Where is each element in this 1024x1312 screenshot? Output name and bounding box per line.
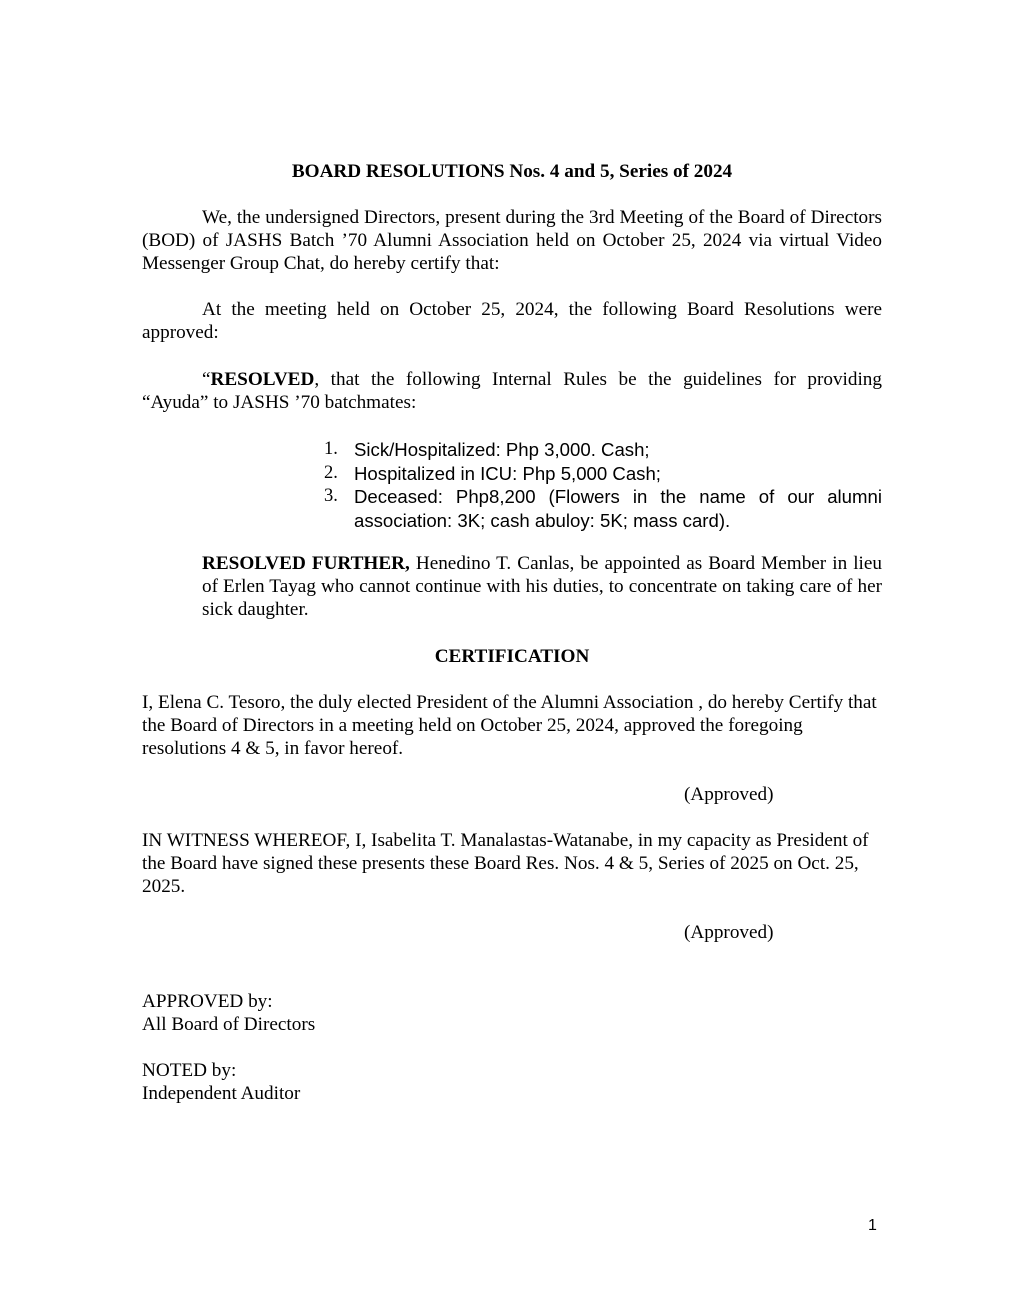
- noted-by-label: NOTED by:: [142, 1060, 237, 1081]
- witness-paragraph: IN WITNESS WHEREOF, I, Isabelita T. Manalastas-Watanabe, in my capacity as President of the Board have signed these presents these Board Res. Nos. 4 & 5, Series of 2025 on Oct. 25, 2025.: [142, 830, 869, 897]
- page-number: 1: [868, 1217, 877, 1234]
- ayuda-item-number: 3.: [324, 486, 338, 506]
- approved-by-label: APPROVED by:: [142, 991, 273, 1012]
- noted-by-block: [142, 1059, 882, 1105]
- intro-paragraph: We, the undersigned Directors, present during the 3rd Meeting of the Board of Directors (BOD) of JASHS Batch ’70 Alumni Association held on October 25, 2024 via virtual Video Messenger Group Chat, do hereby certify that:: [142, 207, 882, 274]
- approved-mark-1: (Approved): [684, 784, 774, 805]
- resolution-2-paragraph: [202, 552, 882, 621]
- ayuda-item-number: 2.: [324, 462, 338, 483]
- noted-by-value: Independent Auditor: [142, 1083, 301, 1104]
- resolution-2-text: Henedino T. Canlas, be appointed as Board Member in lieu of Erlen Tayag who cannot continue with his duties, to concentrate on taking care of her sick daughter.: [202, 553, 882, 620]
- ayuda-item: [310, 462, 882, 486]
- approved-by-block: [142, 990, 882, 1036]
- ayuda-list: [310, 438, 882, 532]
- ayuda-item-text: Hospitalized in ICU: Php 5,000 Cash;: [354, 462, 661, 484]
- ayuda-item: [310, 438, 882, 462]
- resolved-further-keyword: RESOLVED FURTHER,: [202, 553, 410, 574]
- ayuda-item-text: Deceased: Php8,200 (Flowers in the name of our alumni association: 3K; cash abuloy: 5K; mass card).: [354, 486, 882, 531]
- document-title: BOARD RESOLUTIONS Nos. 4 and 5, Series of 2024: [291, 161, 733, 182]
- ayuda-item-text: Sick/Hospitalized: Php 3,000. Cash;: [354, 439, 650, 460]
- resolution-1-text: , that the following Internal Rules be the guidelines for providing “Ayuda” to JASHS ’70 batchmates:: [142, 369, 882, 413]
- resolved-keyword: RESOLVED: [210, 369, 315, 390]
- approved-mark-2: (Approved): [684, 922, 774, 943]
- approved-by-value: All Board of Directors: [142, 1014, 316, 1035]
- certification-paragraph: I, Elena C. Tesoro, the duly elected President of the Alumni Association , do hereby Certify that the Board of Directors in a meeting held on October 25, 2024, approved the foregoing resolutions 4 & 5, in favor hereof.: [142, 692, 877, 759]
- open-quote: “: [202, 369, 211, 390]
- ayuda-item-number: 1.: [324, 439, 338, 459]
- meeting-statement-paragraph: At the meeting held on October 25, 2024, the following Board Resolutions were approved:: [142, 299, 882, 343]
- resolution-1-paragraph: [142, 368, 882, 414]
- ayuda-item: [310, 485, 882, 532]
- certification-heading: CERTIFICATION: [434, 646, 590, 667]
